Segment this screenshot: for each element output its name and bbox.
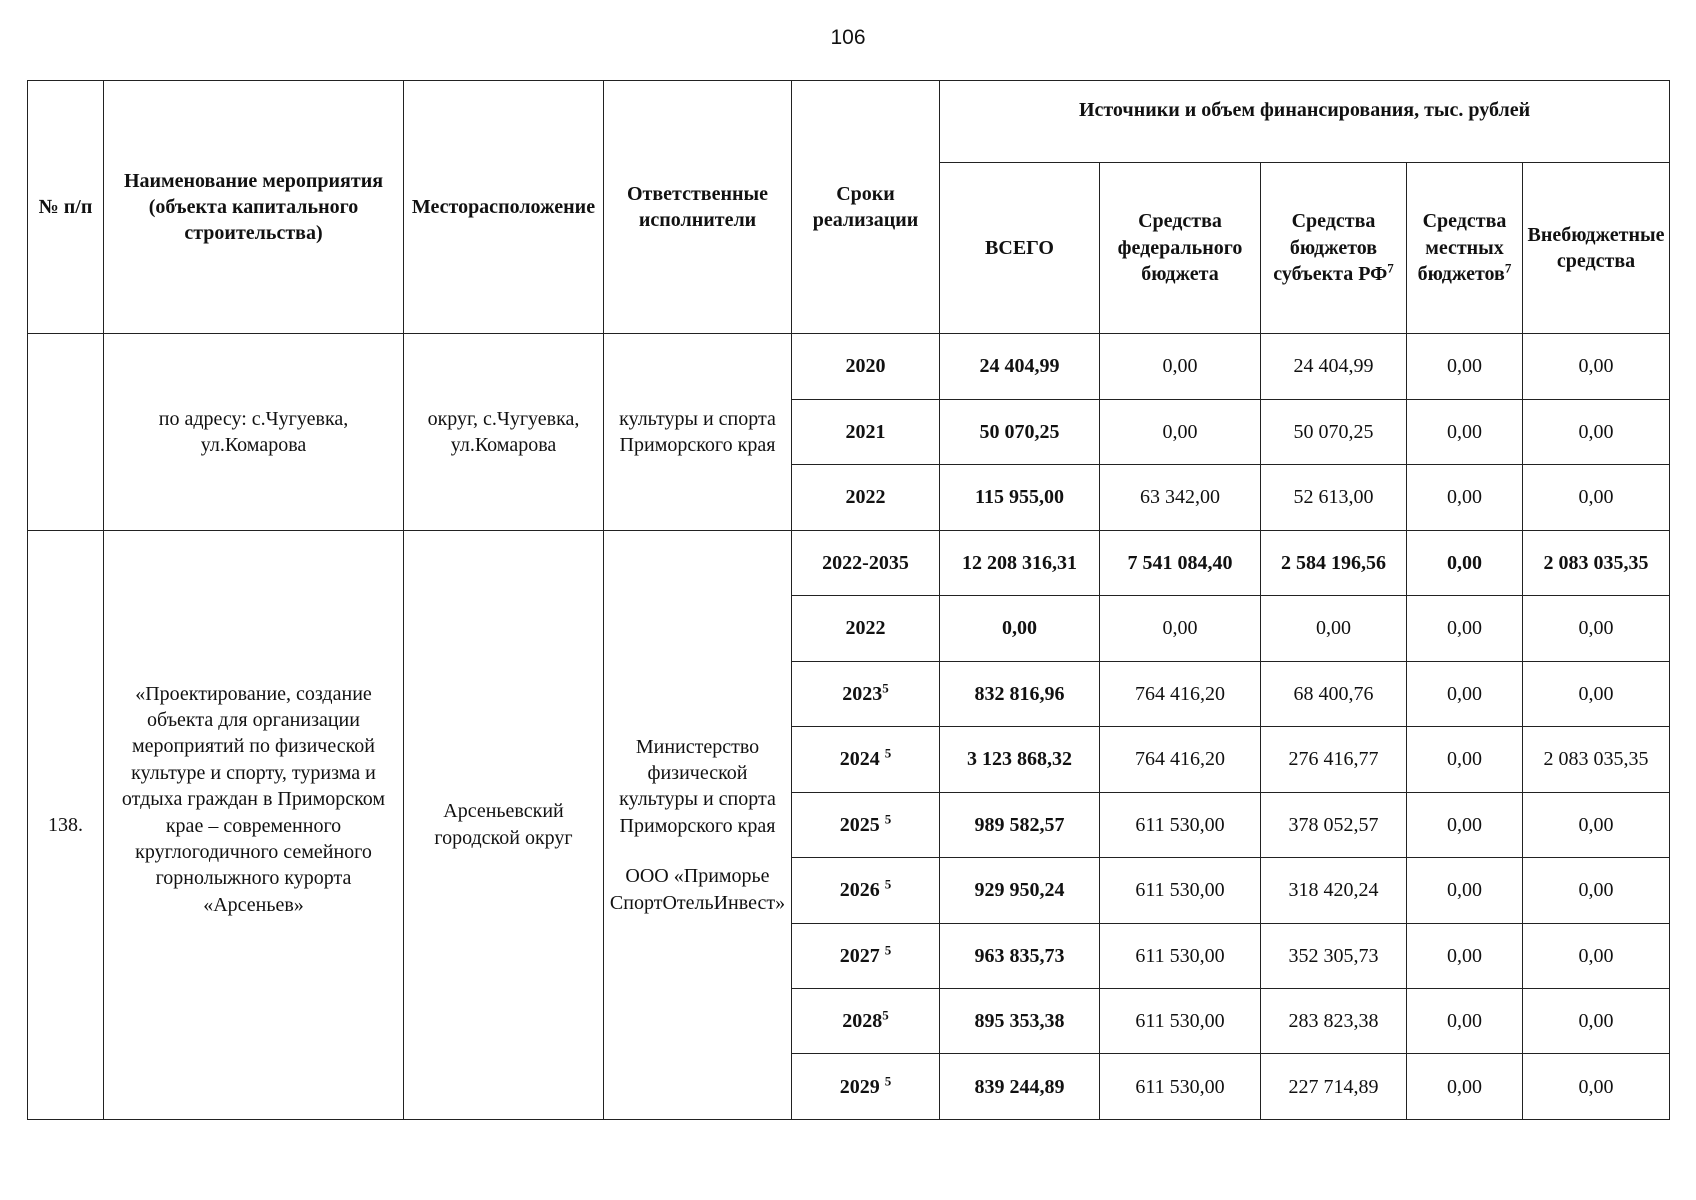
value-subject: 68 400,76 (1261, 661, 1407, 726)
value-local: 0,00 (1407, 727, 1523, 792)
year-label: 2025 (839, 813, 885, 836)
value-subject: 0,00 (1261, 596, 1407, 661)
value-federal: 7 541 084,40 (1100, 530, 1261, 595)
header-local-footnote: 7 (1504, 260, 1512, 276)
value-federal: 0,00 (1100, 334, 1261, 399)
value-total: 0,00 (940, 596, 1100, 661)
year-label: 2022 (845, 486, 886, 509)
value-extra: 0,00 (1523, 334, 1670, 399)
value-total: 12 208 316,31 (940, 530, 1100, 595)
year-label: 2022 (845, 617, 886, 640)
year-cell (792, 792, 940, 857)
header-subject-footnote: 7 (1387, 260, 1394, 276)
year-label: 2024 (839, 748, 885, 771)
header-sources-group: Источники и объем финансирования, тыс. рублей (940, 81, 1670, 163)
value-federal: 611 530,00 (1100, 1054, 1261, 1120)
year-footnote: 5 (882, 680, 889, 696)
year-cell (792, 1054, 940, 1120)
year-cell (792, 399, 940, 464)
value-extra: 0,00 (1523, 596, 1670, 661)
value-total: 832 816,96 (940, 661, 1100, 726)
value-subject: 2 584 196,56 (1261, 530, 1407, 595)
value-subject: 24 404,99 (1261, 334, 1407, 399)
year-cell (792, 727, 940, 792)
year-cell (792, 923, 940, 988)
header-extra: Внебюджетные средства (1523, 162, 1670, 334)
item-num-cell: 138. (28, 530, 104, 1119)
year-cell (792, 661, 940, 726)
year-footnote: 5 (884, 1072, 892, 1088)
value-subject: 276 416,77 (1261, 727, 1407, 792)
value-total: 989 582,57 (940, 792, 1100, 857)
year-label: 2021 (845, 420, 886, 443)
value-extra: 0,00 (1523, 858, 1670, 923)
value-federal: 0,00 (1100, 399, 1261, 464)
year-label: 2029 (839, 1075, 885, 1098)
value-local: 0,00 (1407, 858, 1523, 923)
value-total: 24 404,99 (940, 334, 1100, 399)
year-cell (792, 530, 940, 595)
value-extra: 0,00 (1523, 1054, 1670, 1120)
value-subject: 52 613,00 (1261, 465, 1407, 530)
value-federal: 611 530,00 (1100, 988, 1261, 1053)
cont-executors-cell: культуры и спорта Приморского края (604, 334, 792, 530)
value-extra: 0,00 (1523, 465, 1670, 530)
value-extra: 2 083 035,35 (1523, 530, 1670, 595)
cont-name-cell: по адресу: с.Чугуевка, ул.Комарова (104, 334, 404, 530)
value-total: 963 835,73 (940, 923, 1100, 988)
value-extra: 0,00 (1523, 988, 1670, 1053)
value-local: 0,00 (1407, 465, 1523, 530)
cont-num-cell (28, 334, 104, 530)
year-footnote: 5 (884, 941, 892, 957)
value-local: 0,00 (1407, 661, 1523, 726)
value-subject: 50 070,25 (1261, 399, 1407, 464)
page-number: 106 (830, 26, 866, 49)
executor-ministry: Министерство физической культуры и спорта Приморского края (619, 735, 776, 837)
header-executors: Ответственные исполнители (604, 81, 792, 334)
header-local-label: Средства местных бюджетов (1417, 210, 1507, 286)
value-total: 895 353,38 (940, 988, 1100, 1053)
year-footnote: 5 (884, 745, 892, 761)
value-federal: 0,00 (1100, 596, 1261, 661)
year-footnote: 5 (882, 1007, 889, 1023)
value-local: 0,00 (1407, 530, 1523, 595)
financing-table (27, 80, 1670, 1120)
header-num: № п/п (28, 81, 104, 334)
value-extra: 0,00 (1523, 792, 1670, 857)
value-total: 839 244,89 (940, 1054, 1100, 1120)
item-executors-cell (604, 530, 792, 1119)
value-local: 0,00 (1407, 923, 1523, 988)
year-cell (792, 334, 940, 399)
item-location-cell: Арсеньевский городской округ (404, 530, 604, 1119)
value-federal: 611 530,00 (1100, 923, 1261, 988)
year-cell (792, 465, 940, 530)
year-cell (792, 596, 940, 661)
cont-location-cell: округ, с.Чугуевка, ул.Комарова (404, 334, 604, 530)
header-subject-label: Средства бюджетов субъекта РФ (1273, 210, 1388, 286)
value-local: 0,00 (1407, 1054, 1523, 1120)
value-federal: 63 342,00 (1100, 465, 1261, 530)
value-subject: 378 052,57 (1261, 792, 1407, 857)
year-footnote: 5 (884, 876, 892, 892)
value-subject: 283 823,38 (1261, 988, 1407, 1053)
value-extra: 0,00 (1523, 661, 1670, 726)
year-label: 2023 (842, 682, 883, 705)
value-federal: 611 530,00 (1100, 858, 1261, 923)
header-federal: Средства федерального бюджета (1100, 162, 1261, 334)
header-row-1 (28, 81, 1670, 163)
year-label: 2027 (839, 944, 885, 967)
item-name-cell: «Проектирование, создание объекта для организации мероприятий по физической культуре и спорту, туризма и отдыха граждан в Приморском крае – современного круглогодичного семейного горнолыжного курорта «Арсеньев» (104, 530, 404, 1119)
value-extra: 0,00 (1523, 923, 1670, 988)
header-subject (1261, 162, 1407, 334)
value-extra: 0,00 (1523, 399, 1670, 464)
value-federal: 764 416,20 (1100, 727, 1261, 792)
executor-spacer (607, 839, 788, 863)
value-total: 115 955,00 (940, 465, 1100, 530)
year-label: 2026 (839, 879, 885, 902)
year-cell (792, 858, 940, 923)
value-subject: 352 305,73 (1261, 923, 1407, 988)
year-cell (792, 988, 940, 1053)
value-extra: 2 083 035,35 (1523, 727, 1670, 792)
value-subject: 227 714,89 (1261, 1054, 1407, 1120)
table-body (28, 81, 1670, 1120)
value-local: 0,00 (1407, 792, 1523, 857)
value-local: 0,00 (1407, 334, 1523, 399)
value-local: 0,00 (1407, 596, 1523, 661)
value-total: 50 070,25 (940, 399, 1100, 464)
year-footnote: 5 (884, 810, 892, 826)
header-local (1407, 162, 1523, 334)
value-federal: 611 530,00 (1100, 792, 1261, 857)
year-label: 2022-2035 (822, 551, 909, 574)
table-row (28, 530, 1670, 595)
value-total: 3 123 868,32 (940, 727, 1100, 792)
header-name: Наименование мероприятия (объекта капитального строительства) (104, 81, 404, 334)
executor-company: ООО «Приморье СпортОтельИнвест» (609, 865, 786, 914)
header-terms: Сроки реализации (792, 81, 940, 334)
header-total: ВСЕГО (940, 162, 1100, 334)
header-location: Месторасположение (404, 81, 604, 334)
table-row (28, 334, 1670, 399)
year-label: 2020 (845, 355, 886, 378)
value-local: 0,00 (1407, 988, 1523, 1053)
value-federal: 764 416,20 (1100, 661, 1261, 726)
value-total: 929 950,24 (940, 858, 1100, 923)
value-subject: 318 420,24 (1261, 858, 1407, 923)
year-label: 2028 (842, 1010, 883, 1033)
value-local: 0,00 (1407, 399, 1523, 464)
